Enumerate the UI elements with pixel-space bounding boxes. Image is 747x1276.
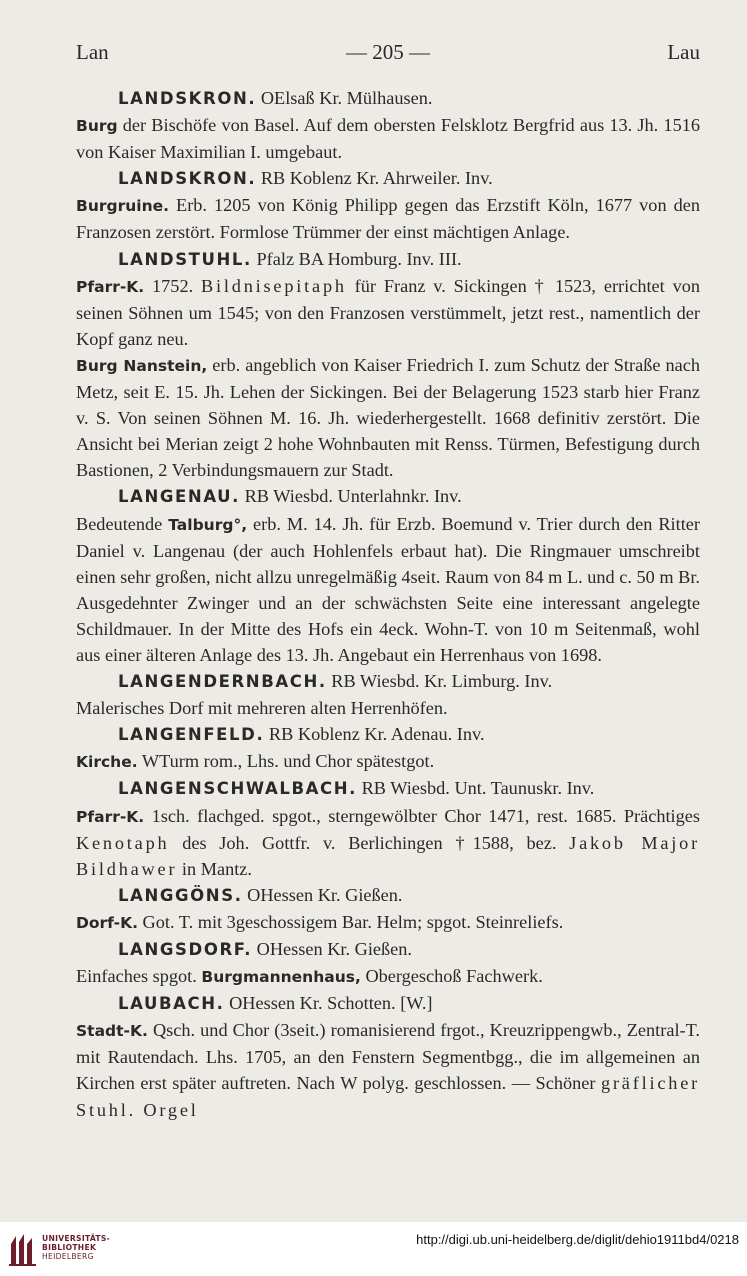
dictionary-entry xyxy=(76,990,700,1122)
dictionary-entry xyxy=(76,668,700,721)
entry-headword: LANGSDORF. xyxy=(118,940,253,959)
dictionary-entry xyxy=(76,483,700,668)
spaced-term: Kenotaph xyxy=(76,832,170,853)
entry-heading xyxy=(76,990,700,1017)
entry-headword: LANDSTUHL. xyxy=(118,249,252,269)
entry-location: RB Wiesbd. Unt. Taunuskr. Inv. xyxy=(357,778,595,799)
library-line-2: BIBLIOTHEK xyxy=(42,1243,97,1252)
footer xyxy=(0,1222,747,1276)
entry-headword: LANGENSCHWALBACH. xyxy=(118,779,357,799)
text-run: Got. T. mit 3geschossigem Bar. Helm; spgot. Steinreliefs. xyxy=(137,911,564,932)
entry-heading xyxy=(76,936,700,963)
text-run: Malerisches Dorf mit mehreren alten Herrenhöfen. xyxy=(76,698,448,719)
entry-paragraph xyxy=(76,1017,700,1122)
entry-paragraph xyxy=(76,112,700,165)
library-logo-icon xyxy=(8,1232,38,1266)
text-run: Erb. 1205 von König Philipp gegen das Erzstift Köln, 1677 von den Franzosen zerstört. Formlose Trümmer der einst mächtigen Anlage. xyxy=(76,195,700,243)
entry-heading xyxy=(76,668,700,695)
text-run: für Franz v. Sickingen † 1523, errichtet von seinen Söhnen um 1545; von den Franzosen verstümmelt, jetzt rest., namentlich der Kopf ganz neu. xyxy=(76,275,700,349)
text-run: 1sch. flachged. spgot., sterngewölbter Chor 1471, rest. 1685. Prächtiges xyxy=(144,805,700,826)
entry-location: OElsaß Kr. Mülhausen. xyxy=(256,88,433,108)
entry-location: RB Wiesbd. Kr. Limburg. Inv. xyxy=(326,671,553,692)
entry-heading xyxy=(76,882,700,909)
entry-headword: LAUBACH. xyxy=(118,994,225,1014)
text-run: WTurm rom., Lhs. und Chor spätestgot. xyxy=(137,751,435,772)
dictionary-entry xyxy=(76,775,700,881)
bold-term: Stadt-K. xyxy=(76,1022,148,1041)
running-head-right: Lau xyxy=(667,40,700,64)
spaced-term: Jakob Major Bildhawer xyxy=(76,832,701,879)
entry-heading xyxy=(76,165,700,192)
entry-paragraph xyxy=(76,748,700,775)
bold-term: Burg Nanstein, xyxy=(76,356,208,375)
bold-term: Burgmannenhaus, xyxy=(201,968,361,987)
text-run: erb. angeblich von Kaiser Friedrich I. zum Schutz der Straße nach Metz, seit E. 15. Jh. Lehen der Sickingen. Bei der Belagerung 1523 starb hier Franz v. S. Von seinen Söhnen M. 16. Jh. wiederhergestellt. 1668 definitiv zerstört. Die Ansicht bei Merian zeigt 2 hohe Wohnbauten mit Renss. Türmen, Befestigung durch Bastionen, 2 Verbindungsmauern zur Stadt. xyxy=(76,354,700,481)
page-number: — 205 — xyxy=(346,40,430,64)
source-url-link[interactable]: http://digi.ub.uni-heidelberg.de/diglit/dehio1911bd4/0218 xyxy=(416,1232,739,1247)
text-run: in Mantz. xyxy=(177,858,252,879)
entry-paragraph xyxy=(76,511,700,669)
entry-location: RB Koblenz Kr. Ahrweiler. Inv. xyxy=(256,168,493,189)
bold-term: Kirche. xyxy=(76,753,138,772)
entry-location: Pfalz BA Homburg. Inv. III. xyxy=(251,248,462,269)
text-run: Obergeschoß Fachwerk. xyxy=(360,966,543,987)
spaced-term: gräflicher Stuhl. Orgel xyxy=(76,1073,700,1120)
dictionary-entry xyxy=(76,936,700,990)
bold-term: Burgruine. xyxy=(76,197,170,216)
entry-location: OHessen Kr. Gießen. xyxy=(252,939,412,959)
bold-term: Pfarr-K. xyxy=(76,807,145,826)
library-name xyxy=(42,1234,110,1261)
entry-headword: LANGENFELD. xyxy=(118,725,265,745)
text-run: der Bischöfe von Basel. Auf dem obersten Felsklotz Bergfrid aus 13. Jh. 1516 von Kaiser Maximilian I. umgebaut. xyxy=(76,115,700,163)
text-run: 1752. xyxy=(144,275,201,296)
entry-paragraph xyxy=(76,695,700,721)
text-run: Einfaches spgot. xyxy=(76,966,202,987)
entry-heading xyxy=(76,721,700,748)
entry-heading xyxy=(76,246,700,273)
text-run: erb. M. 14. Jh. für Erzb. Boemund v. Trier durch den Ritter Daniel v. Langenau (der auch Hohlenfels erbaut hat). Die Ringmauer umschreibt einen sehr großen, nicht allzu unregelmäßig 4seit. Raum von 84 m L. und c. 50 m Br. Ausgedehnter Zwinger und an der schwächsten Seite eine interessant angelegte Schildmauer. In der Mitte des Hofs ein 4eck. Wohn-T. von 10 m Seitenmaß, wohl aus einer älteren Anlage des 13. Jh. Angebaut ein Herrenhaus von 1698. xyxy=(76,513,700,665)
entry-paragraph xyxy=(76,963,700,990)
entry-headword: LANDSKRON. xyxy=(118,89,257,108)
text-run: Bedeutende xyxy=(76,513,169,534)
page-body xyxy=(76,85,700,1123)
running-head xyxy=(76,40,700,70)
entry-headword: LANGENAU. xyxy=(118,487,241,507)
entry-location: OHessen Kr. Schotten. [W.] xyxy=(224,993,433,1014)
bold-term: Burg xyxy=(76,117,118,136)
entry-location: OHessen Kr. Gießen. xyxy=(242,884,403,905)
entry-paragraph xyxy=(76,273,700,352)
entry-headword: LANDSKRON. xyxy=(118,169,257,189)
entry-paragraph xyxy=(76,352,700,483)
entry-paragraph xyxy=(76,192,700,245)
running-head-left: Lan xyxy=(76,40,109,64)
bold-term: Pfarr-K. xyxy=(76,277,145,296)
dictionary-entry xyxy=(76,882,700,936)
entry-paragraph xyxy=(76,803,700,882)
dictionary-entry xyxy=(76,85,700,165)
library-line-1: UNIVERSITÄTS- xyxy=(42,1234,111,1243)
entry-heading xyxy=(76,483,700,510)
dictionary-entry xyxy=(76,721,700,775)
bold-term: Talburg°, xyxy=(168,515,248,534)
entry-location: RB Koblenz Kr. Adenau. Inv. xyxy=(264,724,485,745)
entry-location: RB Wiesbd. Unterlahnkr. Inv. xyxy=(240,486,462,507)
dictionary-entry xyxy=(76,165,700,245)
dictionary-entry xyxy=(76,246,700,484)
text-run: Qsch. und Chor (3seit.) romanisierend frgot., Kreuzrippengwb., Zentral-T. mit Rautendach. Lhs. 1705, an den Fenstern Segmentbgg., die im allgemeinen an Kirchen erst später auftreten. Nach W polyg. geschlossen. — Schöner xyxy=(76,1020,700,1094)
entry-headword: LANGENDERNBACH. xyxy=(118,672,327,692)
bold-term: Dorf-K. xyxy=(76,913,138,932)
spaced-term: Bildnisepitaph xyxy=(201,275,347,296)
entry-heading xyxy=(76,775,700,802)
entry-headword: LANGGÖNS. xyxy=(118,885,243,905)
library-line-3: HEIDELBERG xyxy=(42,1252,94,1261)
text-run: des Joh. Gottfr. v. Berlichingen †1588, bez. xyxy=(169,832,570,853)
entry-heading xyxy=(76,85,700,112)
entry-paragraph xyxy=(76,909,700,936)
